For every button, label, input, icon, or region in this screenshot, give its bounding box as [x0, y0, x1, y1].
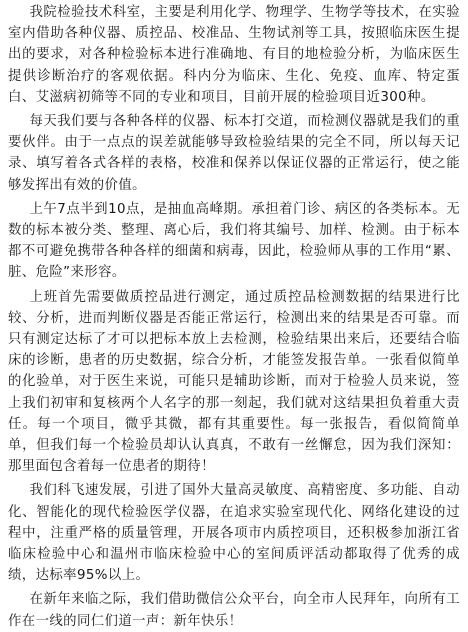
paragraph-development: 我们科飞速发展，引进了国外大量高灵敏度、高精密度、多功能、自动化、智能化的现代检验医学仪器，在追求实验室现代化、网络化建设的过程中，注重严格的质量管理，开展各项市内质控项目，还积极参加浙江省临床检验中心和温州市临床检验中心的室间质评活动都取得了优秀的成绩，达标率95%以上。	[8, 483, 460, 584]
paragraph-department-intro: 我院检验技术科室，主要是利用化学、物理学、生物学等技术，在实验室内借助各种仪器、质控品、校准品、生物试剂等工具，按照临床医生提出的要求，对各种检验标本进行准确地、有目的地检验分析，为临床医生提供诊断治疗的客观依据。科内分为临床、生化、免疫、血库、特定蛋白、艾滋病初筛等不同的专业和项目，目前开展的检验项目近300种。	[8, 5, 460, 105]
paragraph-new-year-greeting: 在新年来临之际，我们借助微信公众平台，向全市人民拜年，向所有工作在一线的同仁们道一声：新年快乐！	[8, 592, 460, 629]
paragraph-quality-control: 上班首先需要做质控品进行测定，通过质控品检测数据的结果进行比较、分析，进而判断仪器是否能正常运行，检测出来的结果是否可靠。而只有测定达标了才可以把标本放上去检测，检验结果出来后，还要结合临床的诊断，患者的历史数据，综合分析，才能签发报告单。一张看似简单的化验单，对于医生来说，可能只是辅助诊断，而对于检验人员来说，签上我们初审和复核两个人名字的那一刻起，我们就对这结果担负着重大责任。每一个项目，微乎其微，都有其重要性。每一张报告，看似简简单单，但我们每一个检验员却认认真真，不敢有一丝懈怠，因为我们深知：那里面包含着每一位患者的期待！	[8, 289, 460, 475]
paragraph-instruments: 每天我们要与各种各样的仪器、标本打交道，而检测仪器就是我们的重要伙伴。由于一点点的误差就能够导致检验结果的完全不同，所以每天记录、填写着各式各样的表格，校准和保养以保证仪器的正常运行，使之能够发挥出有效的价值。	[8, 114, 460, 193]
paragraph-morning-peak: 上午7点半到10点，是抽血高峰期。承担着门诊、病区的各类标本。无数的标本被分类、整理、离心后，我们将其编号、加样、检测。由于标本都不可避免携带各种各样的细菌和病毒，因此，检验师从事的工作用“累、脏、危险”来形容。	[8, 201, 460, 281]
